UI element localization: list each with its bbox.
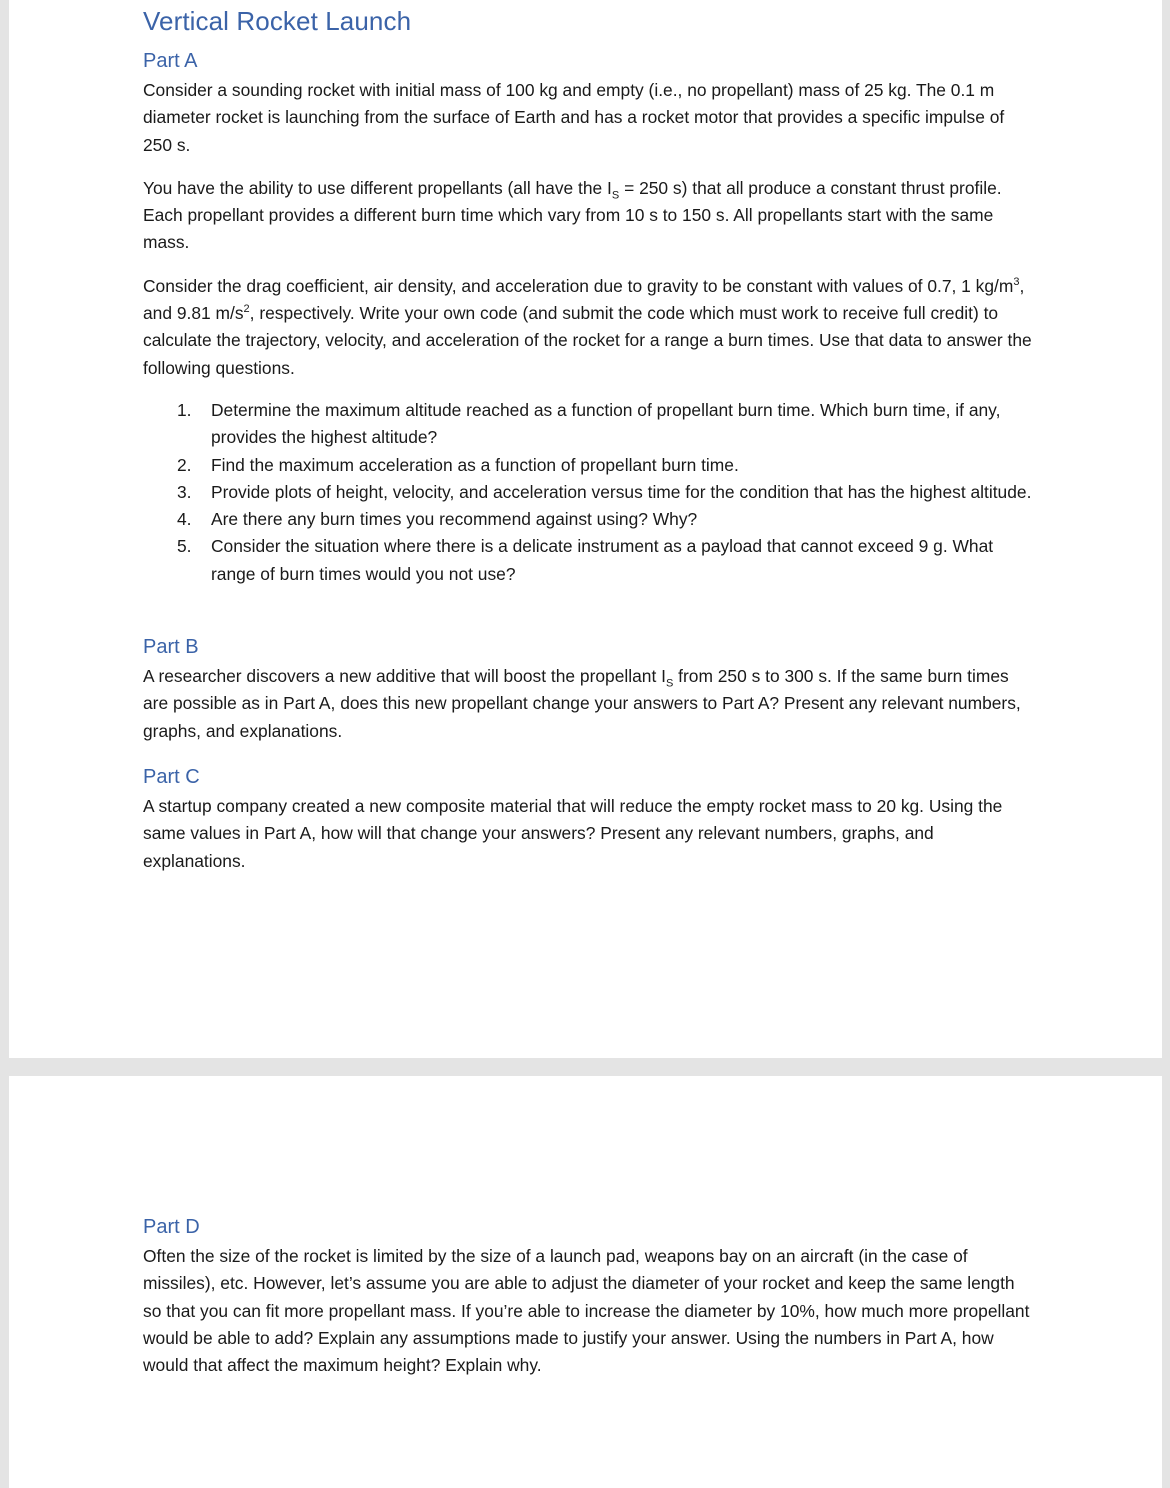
part-a-section: [143, 48, 1033, 588]
part-b-section: [143, 634, 1033, 745]
question-number: 3.: [177, 481, 192, 502]
isp-subscript: S: [611, 189, 620, 202]
part-d-heading: Part D: [143, 1216, 200, 1238]
question-text: Determine the maximum altitude reached as a function of propellant burn time. Which burn time, if any, provides the highest altitude?: [211, 399, 1001, 448]
question-item: [143, 479, 1033, 506]
question-item: [143, 533, 1033, 588]
question-item: [143, 452, 1033, 479]
question-text: Find the maximum acceleration as a function of propellant burn time.: [211, 454, 739, 475]
part-a-heading: Part A: [143, 50, 198, 72]
question-text: Consider the situation where there is a delicate instrument as a payload that cannot exceed 9 g. What range of burn times would you not use?: [211, 536, 994, 584]
question-number: 4.: [177, 509, 192, 530]
part-a-p2-before: You have the ability to use different propellants (all have the I: [143, 177, 612, 198]
question-number: 1.: [177, 399, 192, 420]
part-d-paragraph: Often the size of the rocket is limited by the size of a launch pad, weapons bay on an aircraft (in the case of missiles), etc. However, let’s assume you are able to adjust the diameter of your rocket and keep the same length so that you can fit more propellant mass. If you’re able to increase the diameter by 10%, how much more propellant would be able to add? Explain any assumptions made to justify your answer. Using the numbers in Part A, how would that affect the maximum height? Explain why.: [143, 1246, 1030, 1376]
part-c-section: [143, 764, 1033, 875]
question-text: Are there any burn times you recommend against using? Why?: [211, 509, 698, 530]
question-item: [143, 397, 1033, 452]
part-a-paragraph-2: [143, 175, 1033, 257]
isp-subscript: S: [665, 677, 674, 690]
document-page-1: [9, 0, 1162, 1058]
gravity-superscript: 2: [243, 303, 250, 316]
density-superscript: 3: [1013, 275, 1020, 288]
document-page-2: [9, 1076, 1162, 1488]
part-a-paragraph-3: [143, 273, 1033, 382]
question-text: Provide plots of height, velocity, and acceleration versus time for the condition that has the highest altitude.: [211, 481, 1032, 502]
part-a-p3-a: Consider the drag coefficient, air density, and acceleration due to gravity to be constant with values of 0.7, 1 kg/m: [143, 275, 1014, 296]
part-a-p2-after: = 250 s) that all produce a constant thrust profile. Each propellant provides a different burn time which vary from 10 s to 150 s. All propellants start with the same mass.: [143, 177, 1002, 253]
question-number: 2.: [177, 454, 192, 475]
part-a-questions-list: [143, 397, 1033, 588]
part-a-p3-c: , respectively. Write your own code (and submit the code which must work to receive full credit) to calculate the trajectory, velocity, and acceleration of the rocket for a range a burn times. Use that data to answer the following questions.: [143, 303, 1032, 378]
part-a-paragraph-1: Consider a sounding rocket with initial mass of 100 kg and empty (i.e., no propellant) mass of 25 kg. The 0.1 m diameter rocket is launching from the surface of Earth and has a rocket motor that provides a specific impulse of 250 s.: [143, 80, 1005, 155]
part-b-heading: Part B: [143, 636, 199, 658]
part-c-heading: Part C: [143, 766, 200, 788]
part-b-paragraph: [143, 663, 1033, 745]
document-title: Vertical Rocket Launch: [143, 6, 412, 36]
question-item: [143, 506, 1033, 533]
question-number: 5.: [177, 536, 192, 557]
part-c-paragraph: A startup company created a new composite material that will reduce the empty rocket mass to 20 kg. Using the same values in Part A, how will that change your answers? Present any relevant numbers, graphs, and explanations.: [143, 796, 1003, 871]
part-d-section: [143, 1214, 1033, 1379]
part-b-p-before: A researcher discovers a new additive that will boost the propellant I: [143, 666, 666, 686]
part-b-p-after: from 250 s to 300 s. If the same burn times are possible as in Part A, does this new propellant change your answers to Part A? Present any relevant numbers, graphs, and explanations.: [143, 666, 1021, 741]
part-a-p3-b: , and 9.81 m/s: [143, 275, 1025, 324]
